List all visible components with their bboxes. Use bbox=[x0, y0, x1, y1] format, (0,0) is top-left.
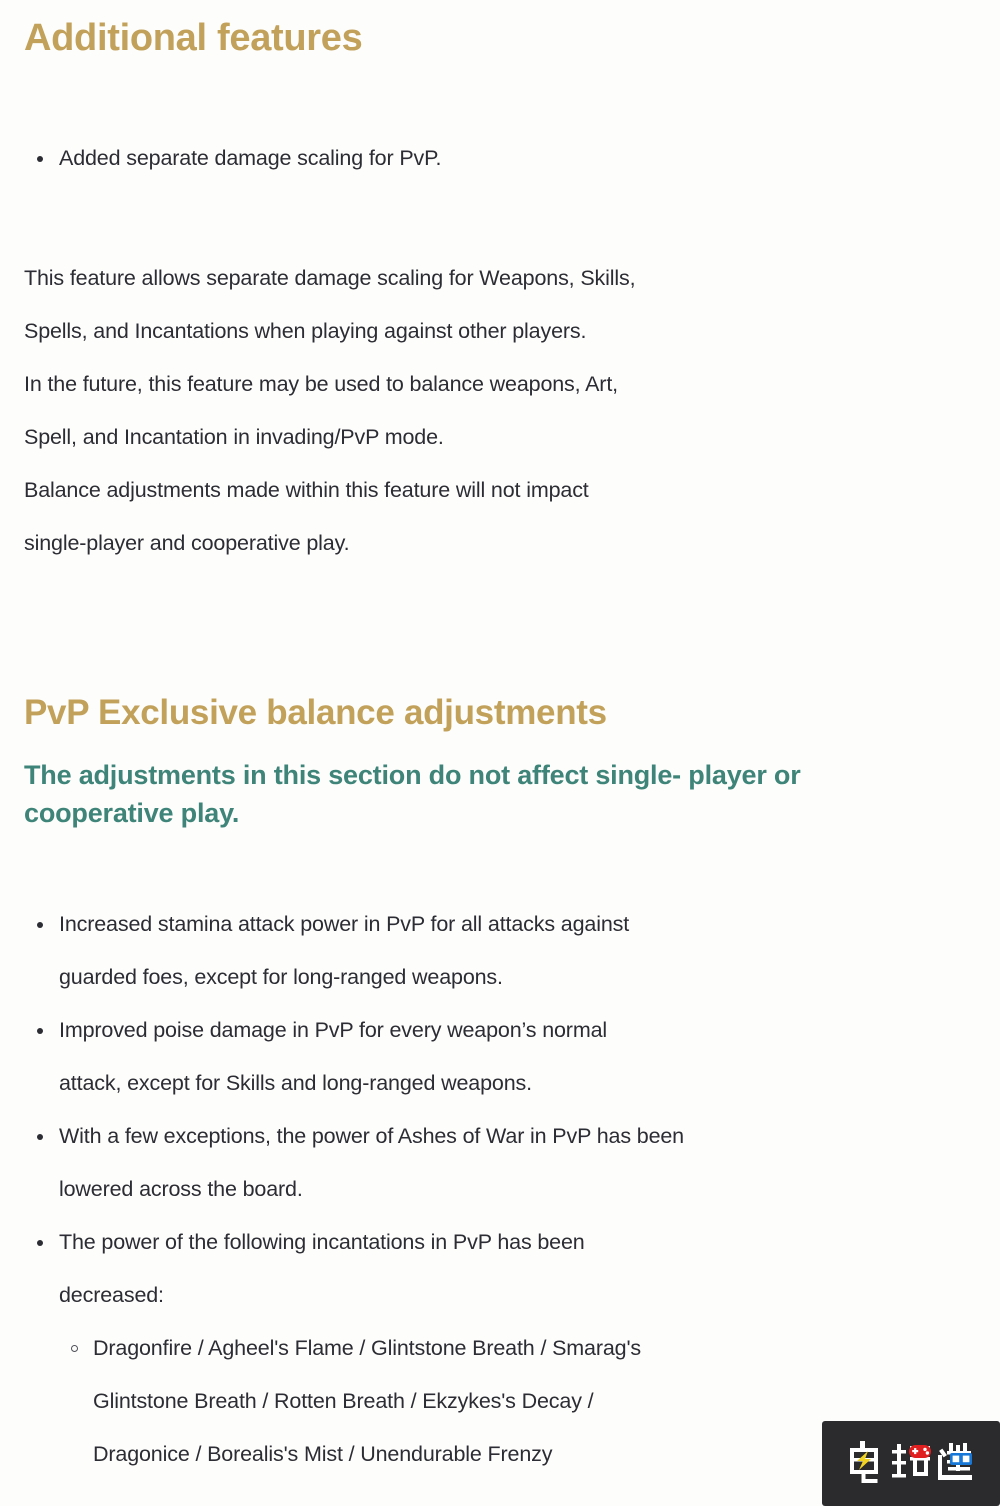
watermark-char-wan-gamepad-icon bbox=[890, 1441, 932, 1487]
bullet-line: guarded foes, except for long-ranged weapons. bbox=[59, 965, 503, 989]
paragraph-line: Spells, and Incantations when playing against other players. bbox=[24, 319, 587, 343]
bullet-line: lowered across the board. bbox=[59, 1177, 303, 1201]
bullet-line: attack, except for Skills and long-ranged weapons. bbox=[59, 1071, 532, 1095]
bullet-line: Improved poise damage in PvP for every weapon’s normal bbox=[59, 1018, 608, 1042]
pvp-section-subtitle bbox=[24, 756, 904, 833]
sub-bullet-line: Dragonfire / Agheel's Flame / Glintstone Breath / Smarag's bbox=[93, 1336, 642, 1360]
paragraph-line: This feature allows separate damage scaling for Weapons, Skills, bbox=[24, 266, 636, 290]
list-item bbox=[24, 132, 954, 185]
list-item bbox=[24, 1110, 984, 1216]
bullet-text-added-damage-scaling: Added separate damage scaling for PvP. bbox=[59, 146, 442, 170]
site-watermark-logo bbox=[822, 1421, 1000, 1506]
pvp-adjustments-bullet-list bbox=[24, 898, 984, 1481]
feature-description-paragraph bbox=[24, 252, 974, 570]
additional-features-bullet-list bbox=[24, 132, 954, 185]
subtitle-line: player or cooperative play. bbox=[24, 760, 801, 829]
sub-bullet-line: Dragonice / Borealis's Mist / Unendurable Frenzy bbox=[93, 1442, 553, 1466]
paragraph-line: single-player and cooperative play. bbox=[24, 531, 350, 555]
bullet-line: Increased stamina attack power in PvP for all attacks against bbox=[59, 912, 630, 936]
section-title-pvp-exclusive-balance-adjustments: PvP Exclusive balance adjustments bbox=[24, 693, 607, 732]
sub-bullet-line: Glintstone Breath / Rotten Breath / Ekzykes's Decay / bbox=[93, 1389, 594, 1413]
watermark-char-mi-vr-icon bbox=[936, 1441, 978, 1487]
paragraph-line: Spell, and Incantation in invading/PvP mode. bbox=[24, 425, 444, 449]
bullet-line: The power of the following incantations in PvP has been bbox=[59, 1230, 585, 1254]
section-title-additional-features: Additional features bbox=[24, 17, 363, 59]
bullet-line: With a few exceptions, the power of Ashes of War in PvP has been bbox=[59, 1124, 684, 1148]
list-item bbox=[24, 898, 984, 1004]
paragraph-line: Balance adjustments made within this feature will not impact bbox=[24, 478, 589, 502]
subtitle-line: The adjustments in this section do not affect single- bbox=[24, 760, 681, 790]
paragraph-line: In the future, this feature may be used to balance weapons, Art, bbox=[24, 372, 618, 396]
bullet-line: decreased: bbox=[59, 1283, 164, 1307]
watermark-char-dian-icon bbox=[844, 1441, 886, 1487]
list-item bbox=[24, 1004, 984, 1110]
